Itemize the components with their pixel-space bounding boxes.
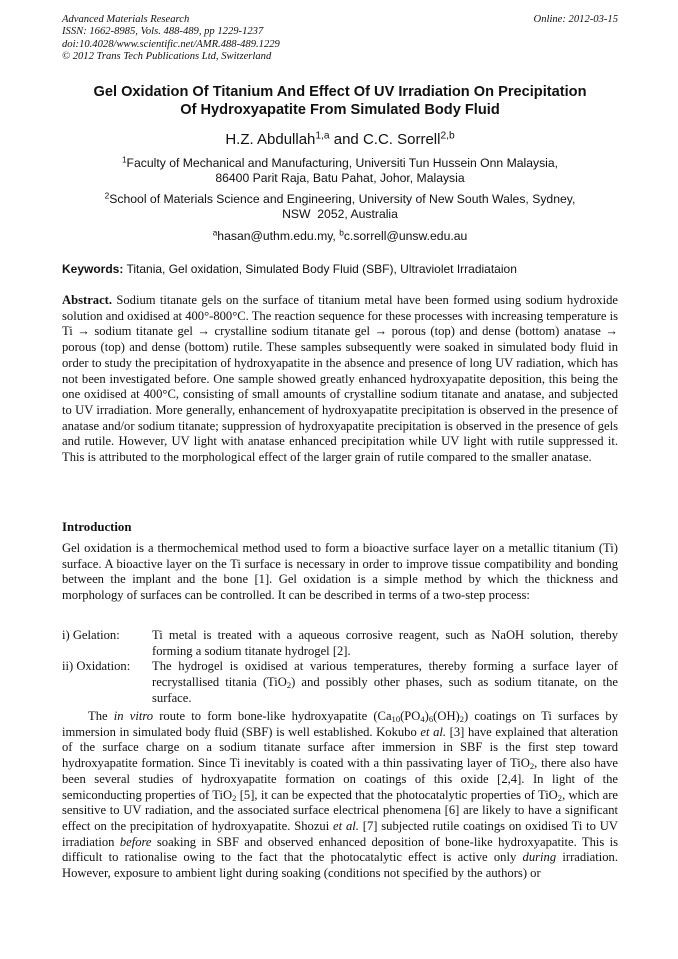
- email-b[interactable]: c.sorrell@unsw.edu.au: [343, 229, 468, 243]
- abstract-text: Sodium titanate gels on the surface of titanium metal have been formed using sodium hydroxide solution and oxidised at 400°-800°C. The reaction sequence for these processes with increasing temperature is Ti → sodium titanate gel → crystalline sodium titanate gel → porous (top) and dense (bottom) anatase → porous (top) and dense (bottom) rutile. These samples subsequently were soaked in simulated body fluid in order to study the precipitation of hydroxyapatite in the absence and presence of long UV radiation, which has not been investigated before. One sample showed greatly enhanced hydroxyapatite deposition, this being the one oxidised at 400°C, consisting of small amounts of crystalline sodium titanate and anatase, and subjected to UV irradiation. More generally, enhancement of hydroxyapatite precipitation is observed in the presence of anatase and/or sodium titanate; suppression of hydroxyapatite precipitation is observed in the presence of gels and rutile. However, UV light with anatase enhanced precipitation while UV light with rutile suppressed it. This is attributed to the morphological effect of the larger grain of rutile compared to the smaller anatase.: [62, 293, 618, 465]
- step-gelation: [62, 628, 618, 659]
- author-2: C.C. Sorrell: [362, 131, 441, 148]
- title-line-2: Of Hydroxyapatite From Simulated Body Fluid: [180, 102, 500, 118]
- affiliation-2-line-2: NSW 2052, Australia: [282, 207, 398, 222]
- abstract: [62, 293, 618, 466]
- copyright-line: © 2012 Trans Tech Publications Ltd, Switzerland: [62, 50, 272, 62]
- author-list: [62, 131, 618, 149]
- email-b-marker: b: [339, 227, 344, 238]
- step-oxidation-label: ii) Oxidation:: [62, 659, 131, 674]
- affiliation-2-line-1: School of Materials Science and Engineering, University of New South Wales, Sydney,: [109, 192, 576, 206]
- keywords: [62, 262, 618, 277]
- affiliation-1-marker: 1: [121, 154, 127, 165]
- keywords-text: Titania, Gel oxidation, Simulated Body Fluid (SBF), Ultraviolet Irradiataion: [123, 262, 517, 276]
- paper-title: [62, 83, 618, 119]
- step-oxidation: [62, 659, 618, 706]
- affiliation-1-line-2: 86400 Parit Raja, Batu Pahat, Johor, Malaysia: [215, 171, 465, 186]
- journal-name: Advanced Materials Research: [62, 14, 190, 25]
- affiliation-1-line-1: Faculty of Mechanical and Manufacturing, Universiti Tun Hussein Onn Malaysia,: [126, 156, 559, 170]
- email-a-marker: a: [212, 227, 218, 238]
- affiliation-1: [62, 156, 618, 186]
- online-date: Online: 2012-03-15: [533, 14, 618, 25]
- title-line-1: Gel Oxidation Of Titanium And Effect Of UV Irradiation On Precipitation: [93, 84, 587, 100]
- process-steps: [62, 628, 618, 707]
- introduction-paragraph-2: The in vitro route to form bone-like hydroxyapatite $(Ca_{10}(PO_4)_6(OH)_2)$ coatings on Ti surfaces by immersion in simulated body fluid (SBF) is well established. Kokubo et al. [3] have explained that alteration of the surface charge on a sodium titanate surface after immersion in SBF is the first step toward hydroxyapatite formation. Since Ti inevitably is coated with a thin passivating layer of TiO$_2$, there also have been several studies of hydroxyapatite formation on coatings of this oxide [2,4]. In light of the semiconducting properties of TiO$_2$ [5], it can be expected that the photocatalytic properties of TiO$_2$, which are sensitive to UV radiation, and the associated surface electrical phenomena [6] are likely to have a significant effect on the precipitation of hydroxyapatite. Shozui et al. [7] subjected rutile coatings on oxidised Ti to UV irradiation before soaking in SBF and observed enhanced deposition of bone-like hydroxyapatite. This is difficult to rationalise owing to the fact that the photocatalytic effect is active only during irradiation. However, exposure to ambient light during soaking (conditions not specified by the authors) or: [62, 709, 619, 881]
- issn-line: ISSN: 1662-8985, Vols. 488-489, pp 1229-1237: [62, 26, 264, 38]
- introduction-paragraph-1: Gel oxidation is a thermochemical method used to form a bioactive surface layer on a metallic titanium (Ti) surface. A bioactive layer on the Ti surface is necessary in order to improve tissue compatibility and bonding between the implant and the bone [1]. Gel oxidation is a simple method by which the thickness and morphology of surfaces can be controlled. It can be described in terms of a two-step process:: [62, 541, 618, 603]
- author-conjunction: and: [329, 131, 363, 148]
- introduction-heading: Introduction: [62, 520, 132, 534]
- author-1: H.Z. Abdullah: [225, 131, 316, 148]
- step-gelation-label: i) Gelation:: [62, 628, 120, 642]
- affiliation-2-marker: 2: [104, 190, 110, 201]
- keywords-label: Keywords:: [62, 262, 124, 276]
- abstract-label: Abstract.: [62, 293, 113, 307]
- journal-header: [62, 14, 618, 63]
- step-gelation-text: Ti metal is treated with a aqueous corrosive reagent, such as NaOH solution, thereby forming a sodium titanate hydrogel [2].: [152, 628, 618, 658]
- author-1-marker: 1,a: [315, 130, 330, 142]
- email-a[interactable]: hasan@uthm.edu.my,: [217, 229, 340, 243]
- author-2-marker: 2,b: [440, 130, 455, 142]
- step-oxidation-text: The hydrogel is oxidised at various temperatures, thereby forming a surface layer of recrystallised titania (TiO$_2$) and possibly other phases, such as sodium titanate, on the surface.: [152, 659, 618, 705]
- affiliation-2: [62, 192, 618, 222]
- doi-line: doi:10.4028/www.scientific.net/AMR.488-489.1229: [62, 38, 280, 50]
- author-emails: [62, 229, 618, 244]
